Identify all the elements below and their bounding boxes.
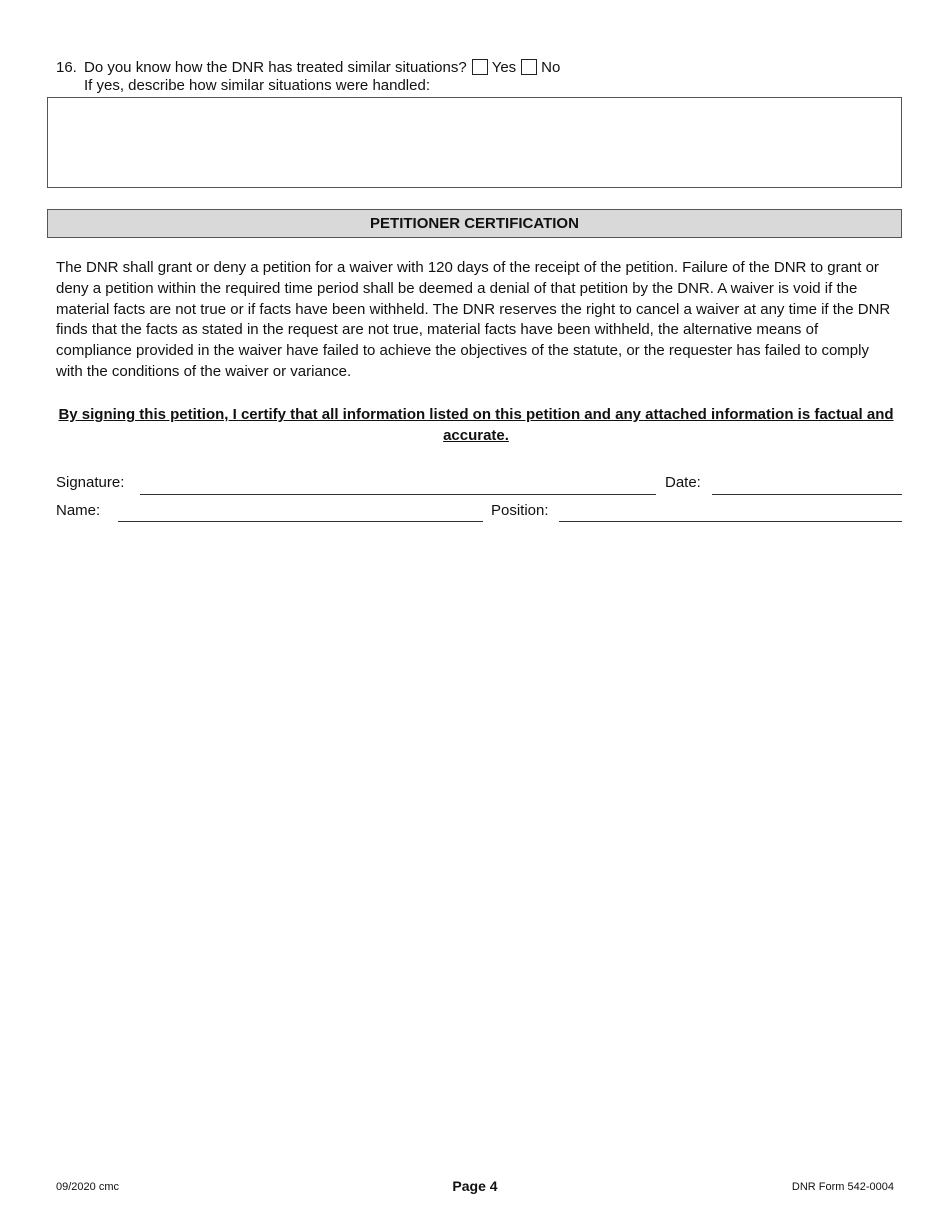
certification-body: The DNR shall grant or deny a petition for a waiver with 120 days of the receipt of the petition. Failure of the DNR to grant or deny a petition within the required time period shall be deemed a denial of that petition by the DNR. A waiver is void if the material facts are not true or if facts have been withheld. The DNR reserves the right to cancel a waiver at any time if the DNR finds that the facts as stated in the request are not true, material facts have been withheld, the alternative means of compliance provided in the waiver have failed to achieve the objectives of the statute, or the requester has failed to comply with the conditions of the waiver or variance. [56, 259, 891, 380]
no-checkbox[interactable] [521, 59, 537, 75]
footer-form-id: DNR Form 542-0004 [791, 1181, 894, 1193]
date-label: Date: [665, 474, 701, 491]
yes-checkbox[interactable] [472, 59, 488, 75]
certification-statement: By signing this petition, I certify that all information listed on this petition and any attached information is factual and accurate. [58, 406, 894, 444]
name-label: Name: [56, 502, 101, 519]
signature-field[interactable] [140, 494, 656, 495]
footer-page-number: Page 4 [452, 1178, 498, 1194]
question-number: 16. [56, 58, 77, 76]
similar-situations-textarea[interactable] [47, 97, 902, 188]
position-label: Position: [491, 502, 549, 519]
question-16 [56, 56, 560, 78]
name-field[interactable] [118, 521, 483, 522]
position-field[interactable] [559, 521, 902, 522]
yes-label: Yes [491, 58, 517, 76]
question-text: Do you know how the DNR has treated similar situations? [84, 58, 467, 76]
no-label: No [541, 58, 561, 76]
section-header-petitioner-certification: PETITIONER CERTIFICATION [47, 209, 902, 238]
date-field[interactable] [712, 494, 902, 495]
footer-revision: 09/2020 cmc [56, 1181, 119, 1193]
signature-label: Signature: [56, 474, 125, 491]
question-followup: If yes, describe how similar situations were handled: [84, 77, 430, 94]
